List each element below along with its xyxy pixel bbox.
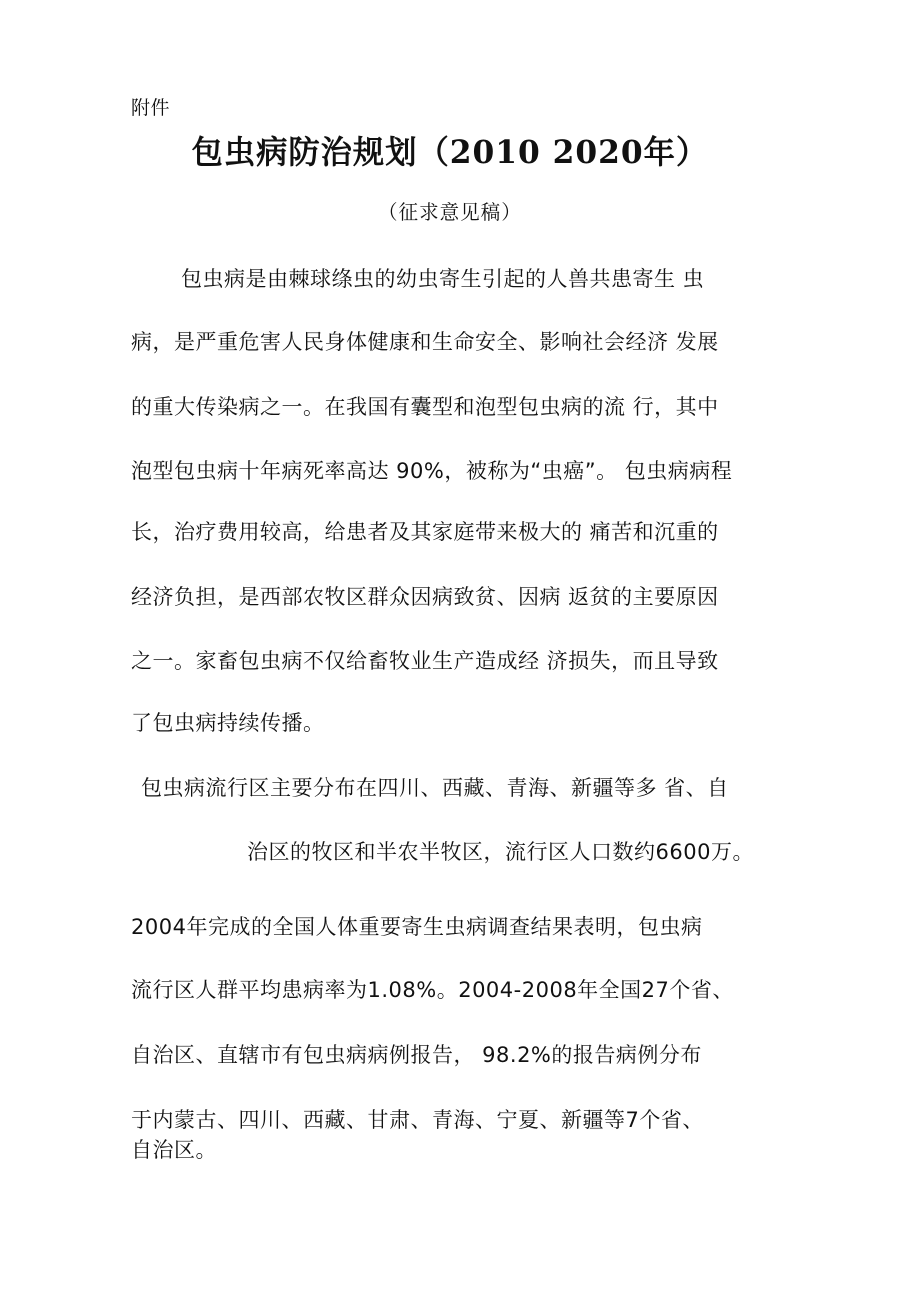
paragraph-line: 经济负担，是西部农牧区群众因病致贫、因病 返贫的主要原因 [131,585,719,609]
paragraph-line: 包虫病是由棘球绦虫的幼虫寄生引起的人兽共患寄生 虫 [181,267,705,291]
paragraph-line: 治区的牧区和半农半牧区，流行区人口数约6600万。 [247,840,754,864]
attachment-label: 附件 [131,97,171,119]
paragraph-line: 于内蒙古、四川、西藏、甘肃、青海、宁夏、新疆等7个省、 [131,1108,704,1132]
paragraph-line: 流行区人群平均患病率为1.08%。2004-2008年全国27个省、 [131,978,734,1002]
paragraph-line: 长，治疗费用较高，给患者及其家庭带来极大的 痛苦和沉重的 [131,520,719,544]
paragraph-line: 的重大传染病之一。在我国有囊型和泡型包虫病的流 行，其中 [131,395,719,419]
document-subtitle: （征求意见稿） [377,200,522,224]
paragraph-line: 2004年完成的全国人体重要寄生虫病调查结果表明，包虫病 [131,915,703,939]
paragraph-line: 之一。家畜包虫病不仅给畜牧业生产造成经 济损失，而且导致 [131,649,719,673]
paragraph-line: 自治区、直辖市有包虫病病例报告， 98.2%的报告病例分布 [131,1043,702,1067]
paragraph-line: 了包虫病持续传播。 [131,711,325,735]
paragraph-line: 包虫病流行区主要分布在四川、西藏、青海、新疆等多 省、自 [141,776,729,800]
document-title: 包虫病防治规划（2010 2020年） [191,133,709,171]
paragraph-line: 病，是严重危害人民身体健康和生命安全、影响社会经济 发展 [131,330,719,354]
paragraph-line: 自治区。 [131,1138,217,1162]
paragraph-line: 泡型包虫病十年病死率高达 90%，被称为“虫癌”。 包虫病病程 [131,459,733,483]
